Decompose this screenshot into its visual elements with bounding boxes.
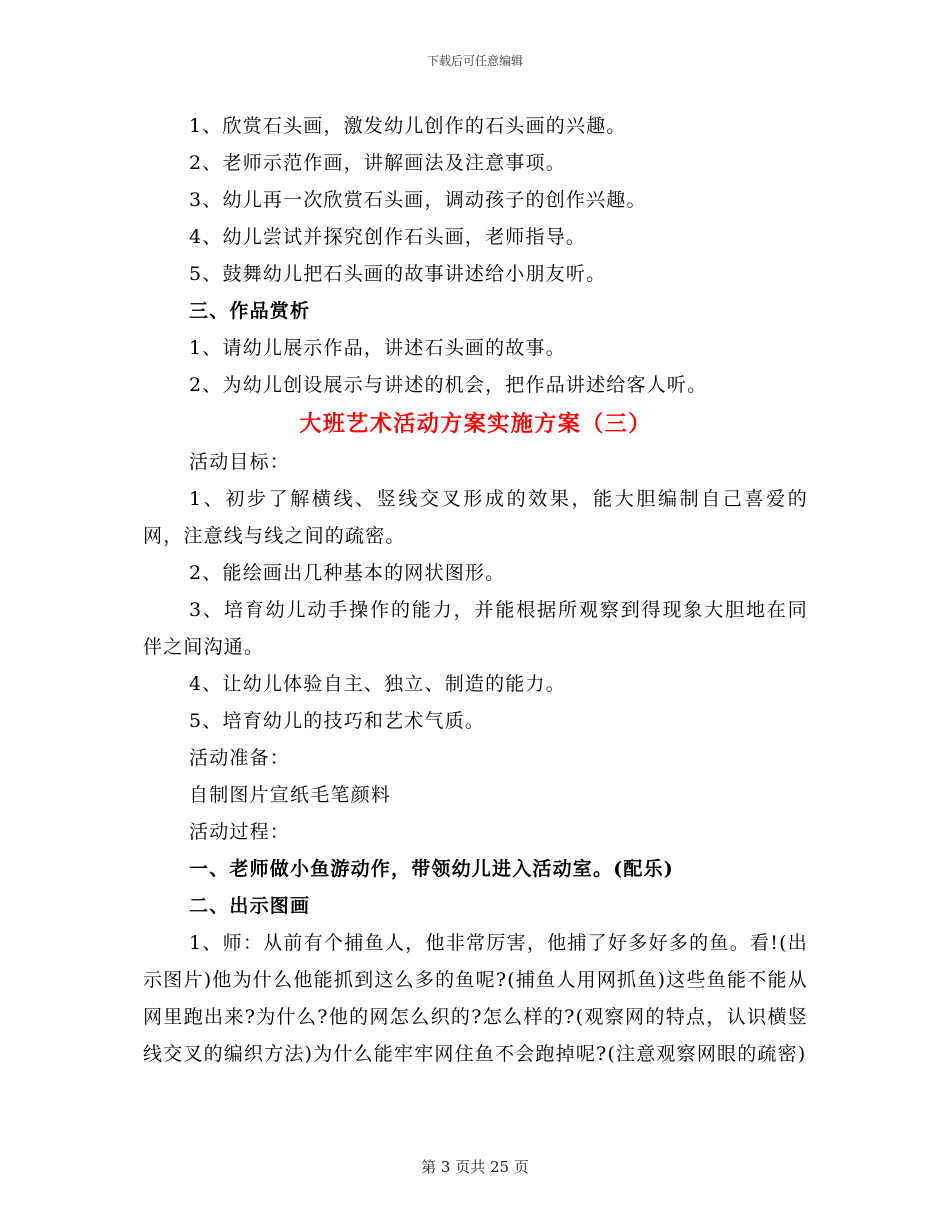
list-item: 3、幼儿再一次欣赏石头画，调动孩子的创作兴趣。 [189,189,647,211]
list-item: 5、鼓舞幼儿把石头画的故事讲述给小朋友听。 [189,263,607,285]
process-label: 活动过程： [189,821,291,843]
section-title: 大班艺术活动方案实施方案（三） [299,411,652,437]
list-item: 2、为幼儿创设展示与讲述的机会，把作品讲述给客人听。 [189,374,708,396]
step-heading: 一、老师做小鱼游动作，带领幼儿进入活动室。(配乐) [189,858,674,880]
goal-item: 5、培育幼儿的技巧和艺术气质。 [189,710,486,732]
page-header: 下载后可任意编辑 [426,54,523,68]
step-heading: 二、出示图画 [189,895,311,917]
goal-item: 2、能绘画出几种基本的网状图形。 [189,562,506,584]
prep-text: 自制图片宣纸毛笔颜料 [189,784,392,806]
document-body [143,108,808,1073]
prep-label: 活动准备： [189,747,291,769]
goals-label: 活动目标： [189,451,291,473]
goal-item: 4、让幼儿体验自主、独立、制造的能力。 [189,673,566,695]
page-footer: 第 3 页共 25 页 [421,1158,529,1176]
list-item: 1、欣赏石头画，激发幼儿创作的石头画的兴趣。 [189,115,627,137]
goal-item: 3、培育幼儿动手操作的能力，并能根据所观察到得现象大胆地在同伴之间沟通。 [143,599,808,658]
list-item: 2、老师示范作画，讲解画法及注意事项。 [189,152,566,174]
list-item: 4、幼儿尝试并探究创作石头画，老师指导。 [189,226,587,248]
goal-item: 1、初步了解横线、竖线交叉形成的效果，能大胆编制自己喜爱的网，注意线与线之间的疏密。 [143,488,808,547]
list-item: 1、请幼儿展示作品，讲述石头画的故事。 [189,337,566,359]
step-paragraph: 1、师：从前有个捕鱼人，他非常厉害，他捕了好多好多的鱼。看!(出示图片)他为什么他能抓到这么多的鱼呢?(捕鱼人用网抓鱼)这些鱼能不能从网里跑出来?为什么?他的网怎么织的?怎么样的?(观察网的特点，认识横竖线交叉的编织方法)为什么能牢牢网住鱼不会跑掉呢?(注意观察网眼的疏密) [143,932,808,1065]
section-heading: 三、作品赏析 [189,300,311,322]
